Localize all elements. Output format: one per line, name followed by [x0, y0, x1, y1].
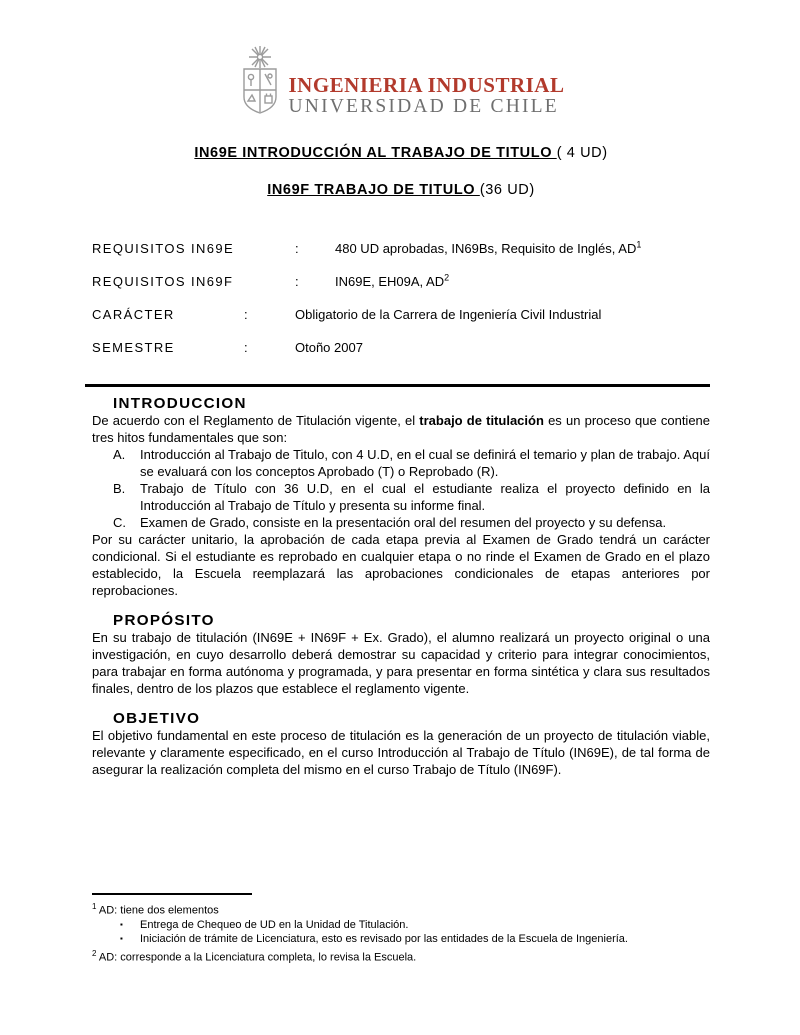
- course-title-in69e: [92, 145, 710, 162]
- list-item-b: [92, 480, 710, 514]
- university-crest-icon: [238, 45, 282, 119]
- heading-introduccion: INTRODUCCION: [113, 395, 247, 412]
- intro-p1-after: es un proceso que contiene tres hitos fundamentales que son:: [92, 413, 711, 445]
- footnote-ref-1: 1: [636, 239, 642, 250]
- field-semestre: [92, 339, 710, 356]
- footnote-1-number: 1: [92, 901, 97, 911]
- field-value: Otoño 2007: [295, 340, 363, 355]
- logo-university-name: UNIVERSIDAD DE CHILE: [288, 96, 559, 117]
- field-label: SEMESTRE: [92, 340, 175, 355]
- course-title-in69f-ud: (36 UD): [479, 182, 535, 198]
- logo-inner: [238, 45, 565, 119]
- footnote-1-text: AD: tiene dos elementos: [96, 904, 219, 917]
- logo-text: [289, 74, 565, 119]
- list-marker: C.: [113, 515, 126, 530]
- logo: [92, 45, 710, 119]
- field-value: 480 UD aprobadas, IN69Bs, Requisito de Inglés, AD: [335, 241, 637, 256]
- course-title-in69e-ud: ( 4 UD): [556, 145, 608, 161]
- field-value: Obligatorio de la Carrera de Ingeniería Civil Industrial: [295, 307, 602, 322]
- list-marker: B.: [113, 481, 126, 496]
- list-marker: A.: [113, 447, 126, 462]
- field-value: IN69E, EH09A, AD: [335, 274, 445, 289]
- footnote-bullet-text: Iniciación de trámite de Licenciatura, esto es revisado por las entidades de la Escuela de Ingeniería.: [140, 933, 628, 946]
- field-caracter: [92, 306, 710, 323]
- field-requisitos-in69f: [92, 273, 710, 290]
- field-label: REQUISITOS IN69F: [92, 274, 234, 289]
- intro-p1-bold: trabajo de titulación: [419, 413, 544, 428]
- intro-list: [92, 446, 710, 531]
- footnote-separator: [92, 893, 252, 895]
- bullet-icon: ▪: [120, 934, 123, 944]
- field-colon: :: [295, 241, 299, 256]
- list-item-a: [92, 446, 710, 480]
- bullet-icon: ▪: [120, 919, 123, 929]
- objetivo-paragraph: El objetivo fundamental en este proceso de titulación es la generación de un proyecto de titulación viable, relevante y claramente especificado, en el curso Introducción al Trabajo de Título (IN69E), de tal forma de asegurar la realización completa del mismo en el curso Trabajo de Título (IN69F).: [92, 728, 710, 777]
- footnote-2: [92, 947, 710, 965]
- intro-paragraph-1: [92, 412, 710, 446]
- field-requisitos-in69e: [92, 240, 710, 257]
- field-colon: :: [244, 307, 248, 322]
- footnote-bullet-text: Entrega de Chequeo de UD en la Unidad de Titulación.: [140, 918, 409, 931]
- footnote-2-number: 2: [92, 948, 97, 958]
- intro-p1-before: De acuerdo con el Reglamento de Titulación vigente, el: [92, 413, 420, 428]
- list-item-text: Examen de Grado, consiste en la presentación oral del resumen del proyecto y su defensa.: [140, 515, 667, 530]
- course-title-in69f-text: IN69F TRABAJO DE TITULO: [267, 182, 480, 198]
- heading-objetivo: OBJETIVO: [113, 710, 201, 727]
- intro-paragraph-2: Por su carácter unitario, la aprobación de cada etapa previa al Examen de Grado tendrá un carácter condicional. Si el estudiante es reprobado en cualquier etapa o no rinde el Examen de Grado en el plazo establecido, la Escuela reemplazará las aprobaciones condicionales de etapas anteriores por reprobaciones.: [92, 532, 710, 598]
- logo-institute-name: INGENIERIA INDUSTRIAL: [288, 73, 565, 97]
- section-divider: [85, 384, 710, 387]
- course-fields: [92, 227, 710, 372]
- field-label: REQUISITOS IN69E: [92, 241, 235, 256]
- starburst: [249, 46, 271, 68]
- heading-proposito: PROPÓSITO: [113, 612, 215, 629]
- course-title-in69e-text: IN69E INTRODUCCIÓN AL TRABAJO DE TITULO: [194, 145, 557, 161]
- list-item-text: Trabajo de Título con 36 U.D, en el cual el estudiante realiza el proyecto definido en la Introducción al Trabajo de Título y presenta su informe final.: [140, 481, 710, 513]
- footnote-1: [92, 900, 710, 918]
- list-item-text: Introducción al Trabajo de Titulo, con 4 U.D, en el cual se definirá el temario y plan de trabajo. Aquí se evaluará con los conceptos Aprobado (T) o Reprobado (R).: [140, 447, 710, 479]
- footnotes: [92, 893, 710, 965]
- field-colon: :: [295, 274, 299, 289]
- course-title-in69f: [92, 182, 710, 199]
- footnote-2-text: AD: corresponde a la Licenciatura completa, lo revisa la Escuela.: [96, 951, 417, 964]
- footnote-ref-2: 2: [444, 272, 450, 283]
- proposito-paragraph: En su trabajo de titulación (IN69E + IN69F + Ex. Grado), el alumno realizará un proyecto original o una investigación, en cuyo desarrollo deberá demostrar su capacidad y criterio para integrar conocimientos, para trabajar en forma autónoma y programada, y para presentar en forma sintética y clara sus resultados finales, dentro de los plazos que establece el reglamento vigente.: [92, 630, 710, 696]
- shield: [244, 69, 276, 113]
- list-item-c: [92, 514, 710, 531]
- footnote-1-bullet-1: [92, 918, 710, 933]
- field-colon: :: [244, 340, 248, 355]
- footnote-1-bullet-2: [92, 932, 710, 947]
- field-label: CARÁCTER: [92, 307, 175, 322]
